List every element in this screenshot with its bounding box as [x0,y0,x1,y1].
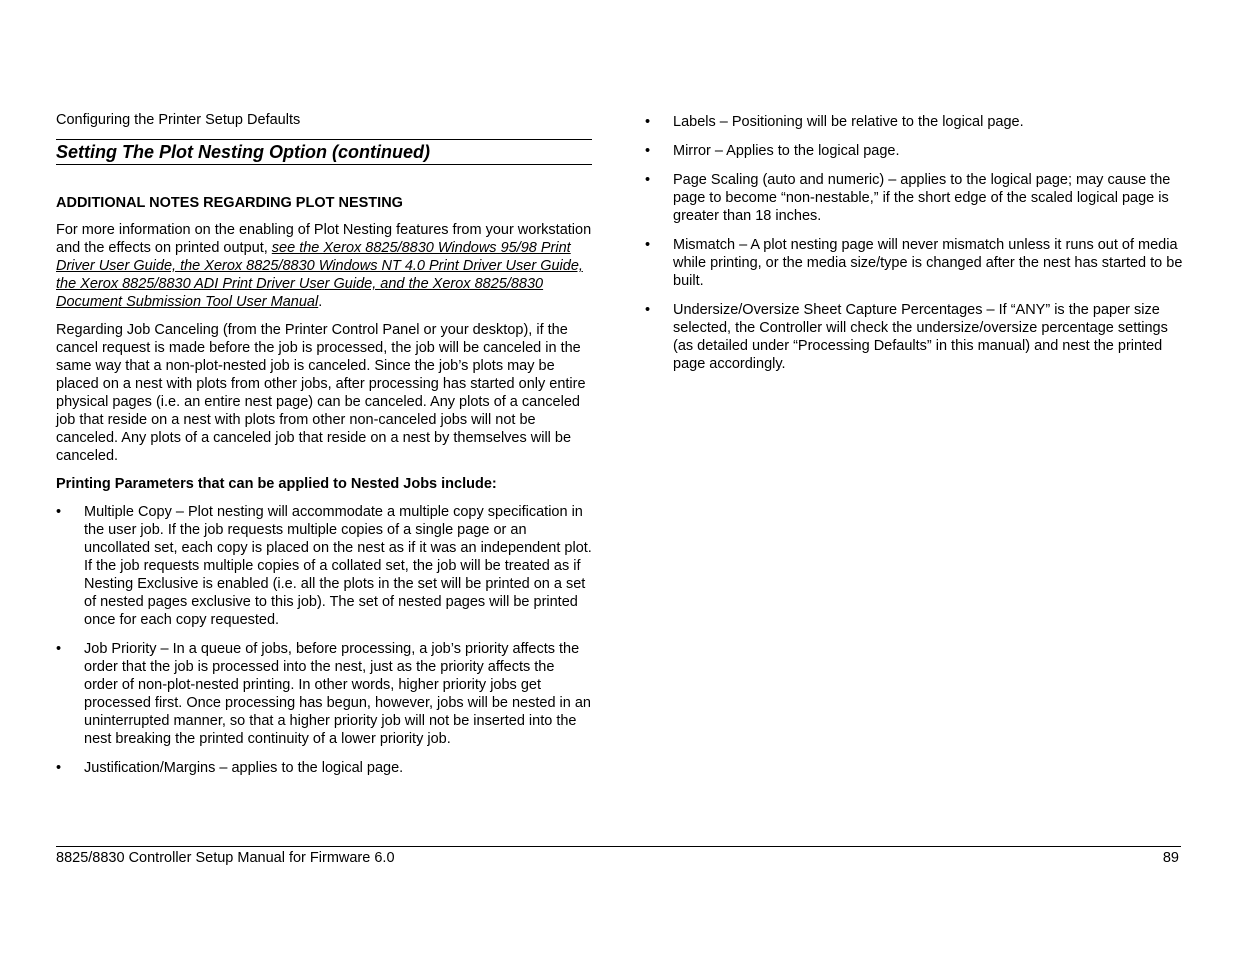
bullet-justification-margins [56,759,592,777]
bullet-undersize-oversize [645,301,1185,373]
bullet-text: Undersize/Oversize Sheet Capture Percentages – If “ANY” is the paper size selected, the Controller will check the undersize/oversize percentage settings (as detailed under “Processing Defaults” in this manual) and nest the printed page accordingly. [673,302,1168,372]
subhead-additional-notes: ADDITIONAL NOTES REGARDING PLOT NESTING [56,195,403,211]
job-canceling-paragraph: Regarding Job Canceling (from the Printer Control Panel or your desktop), if the cancel request is made before the job is processed, the job will be canceled in the same way that a non-plot-nested job is canceled. Since the job’s plots may be placed on a nest with plots from other jobs, after processing has started only entire physical pages (i.e. an entire nest page) can be canceled. Any plots of a canceled job that reside on a nest with plots from other non-canceled jobs will not be canceled. Any plots of a canceled job that reside on a nest by themselves will be canceled. [56,322,586,464]
bullet-multiple-copy [56,503,592,629]
intro-paragraph [56,221,592,311]
intro-text: For more information on the enabling of Plot Nesting features from your workstation and the effects on printed output, [56,222,592,256]
bullet-glyph: • [645,114,651,130]
section-title-bar [56,139,592,165]
bullet-glyph: • [56,760,62,776]
right-bullet-list [645,113,1185,373]
bullet-text: Labels – Positioning will be relative to the logical page. [673,114,1024,130]
bullet-text: Mismatch – A plot nesting page will never mismatch unless it runs out of media while printing, or the media size/type is changed after the nest has started to be built. [673,237,1183,289]
bullet-mirror [645,142,1185,160]
right-column [645,113,1185,384]
bullet-mismatch [645,236,1185,290]
footer-page-number: 89 [1162,850,1179,866]
left-bullet-list [56,503,592,777]
running-head: Configuring the Printer Setup Defaults [56,112,301,128]
bullet-job-priority [56,640,592,748]
bullet-glyph: • [645,237,651,253]
bullet-text: Multiple Copy – Plot nesting will accommodate a multiple copy specification in the user job. If the job requests multiple copies of a single page or an uncollated set, each copy is placed on the nest as if it was an independent plot. If the job requests multiple copies of a collated set, the job will be treated as if Nesting Exclusive is enabled (i.e. all the plots in the set will be printed on a set of nested pages exclusive to this job). The set of nested pages will be printed once for each copy requested. [84,504,592,628]
bullet-glyph: • [56,504,62,520]
footer-rule [56,846,1181,847]
bullet-page-scaling [645,171,1185,225]
bullet-text: Mirror – Applies to the logical page. [673,143,900,159]
bullet-glyph: • [56,641,62,657]
intro-end: . [318,294,323,310]
section-title: Setting The Plot Nesting Option (continued) [56,142,430,162]
bullet-text: Justification/Margins – applies to the logical page. [84,760,404,776]
printing-parameters-heading: Printing Parameters that can be applied to Nested Jobs include: [56,476,497,492]
bullet-glyph: • [645,172,651,188]
bullet-glyph: • [645,143,651,159]
bullet-labels [645,113,1185,131]
footer-manual-title: 8825/8830 Controller Setup Manual for Firmware 6.0 [56,850,395,866]
bullet-glyph: • [645,302,651,318]
bullet-text: Job Priority – In a queue of jobs, before processing, a job’s priority affects the order that the job is processed into the nest, just as the priority affects the order of non-plot-nested printing. In other words, higher priority jobs get processed first. Once processing has begun, however, jobs will be nested in an uninterrupted manner, so that a higher priority job will not be inserted into the nest breaking the printed continuity of a lower priority job. [84,641,591,747]
user-guide-cross-reference-link[interactable]: see the Xerox 8825/8830 Windows 95/98 Print Driver User Guide, the Xerox 8825/8830 Windows NT 4.0 Print Driver User Guide, the Xerox 8825/8830 ADI Print Driver User Guide, and the Xerox 8825/8830 Document Submission Tool User Manual [56,240,583,310]
bullet-text: Page Scaling (auto and numeric) – applies to the logical page; may cause the page to become “non-nestable,” if the short edge of the scaled logical page is greater than 18 inches. [673,172,1171,224]
left-column [56,111,592,788]
